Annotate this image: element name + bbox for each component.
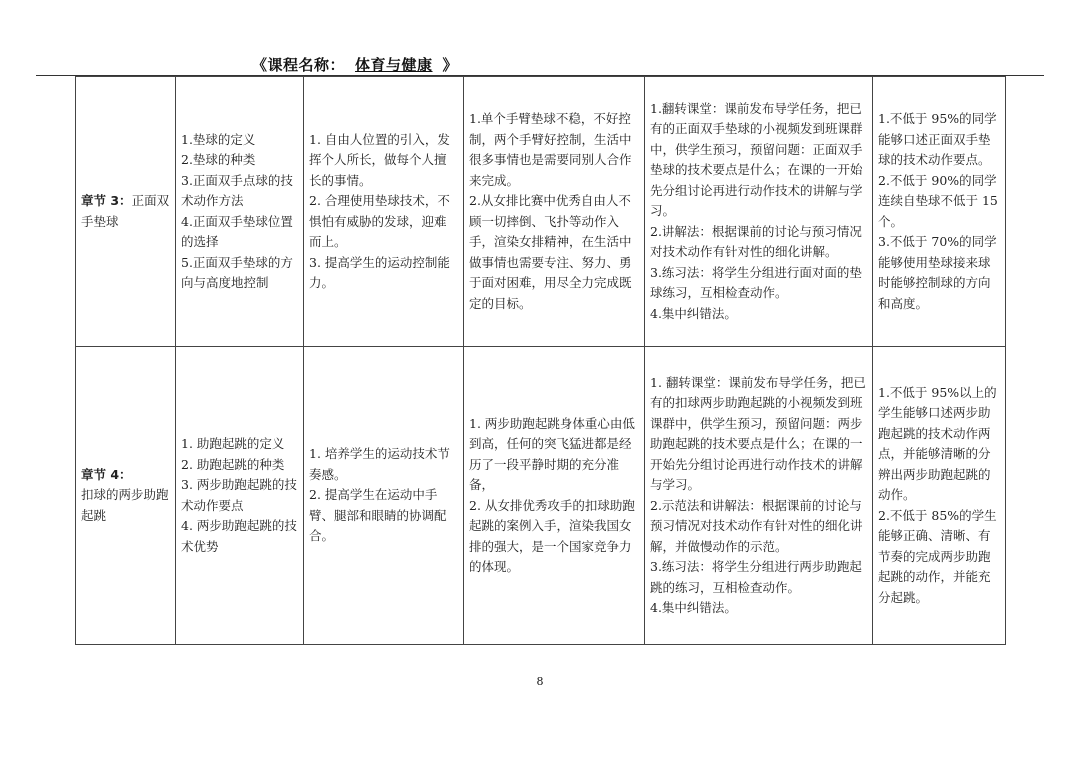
chapter-label: 章节 4： — [81, 466, 132, 482]
goal-item: 2. 提高学生在运动中手臂、腿部和眼睛的协调配合。 — [309, 487, 447, 544]
content-item: 5.正面双手垫球的方向与高度地控制 — [181, 254, 293, 290]
method-item: 2.讲解法：根据课前的讨论与预习情况对技术动作有针对性的细化讲解。 — [650, 223, 862, 260]
course-title — [252, 54, 458, 75]
course-name: 体育与健康 — [355, 56, 433, 74]
evaluation-item: 1.不低于 95%以上的学生能够口述两步助跑起跳的技术动作两点，并能够清晰的分辨出两步助跑起跳的动作。 — [878, 384, 997, 503]
content-item: 4.正面双手垫球位置的选择 — [181, 213, 293, 249]
chapter-cell — [76, 347, 176, 645]
chapter-title: 正面双手垫球 — [81, 193, 170, 229]
syllabus-table — [75, 76, 1006, 645]
method-cell — [645, 77, 873, 347]
goal-item: 2. 合理使用垫球技术，不惧怕有威胁的发球，迎难而上。 — [309, 193, 450, 249]
method-item: 4.集中纠错法。 — [650, 600, 737, 615]
goal-item: 1. 培养学生的运动技术节奏感。 — [309, 446, 450, 482]
evaluation-item: 3.不低于 70%的同学能够使用垫球接来球时能够控制球的方向和高度。 — [878, 234, 997, 311]
ideology-item: 2. 从女排优秀攻手的扣球助跑起跳的案例入手，渲染我国女排的强大，是一个国家竞争力的体现。 — [469, 497, 635, 574]
content-item: 1. 助跑起跳的定义 — [181, 436, 285, 451]
course-title-prefix: 《课程名称： — [252, 56, 346, 74]
chapter-cell — [76, 77, 176, 347]
goal-cell — [304, 347, 464, 645]
ideology-item: 2.从女排比赛中优秀自由人不顾一切摔倒、飞扑等动作入手，渲染女排精神，在生活中做事情也需要专注、努力、勇于面对困难，用尽全力完成既定的目标。 — [469, 193, 632, 311]
method-item: 4.集中纠错法。 — [650, 305, 737, 321]
table-row — [76, 347, 1006, 645]
method-cell — [645, 347, 873, 645]
course-title-suffix: 》 — [442, 56, 459, 74]
goal-cell — [304, 77, 464, 347]
content-item: 1.垫球的定义 — [181, 131, 256, 147]
method-item: 2.示范法和讲解法：根据课前的讨论与预习情况对技术动作有针对性的细化讲解，并做慢动作的示范。 — [650, 497, 863, 554]
content-item: 3.正面双手点球的技术动作方法 — [181, 172, 293, 208]
method-item: 3.练习法：将学生分组进行面对面的垫球练习，互相检查动作。 — [650, 264, 862, 301]
evaluation-item: 2.不低于 85%的学生能够正确、清晰、有节奏的完成两步助跑起跳的动作，并能充分起跳。 — [878, 507, 997, 605]
content-item: 2.垫球的种类 — [181, 152, 256, 167]
ideology-cell — [464, 347, 645, 645]
ideology-cell — [464, 77, 645, 347]
content-cell — [176, 347, 304, 645]
table-row — [76, 77, 1006, 347]
ideology-item: 1.单个手臂垫球不稳，不好控制，两个手臂好控制，生活中很多事情也是需要同别人合作来完成。 — [469, 111, 632, 188]
chapter-label: 章节 3： — [81, 193, 132, 208]
page-number: 8 — [536, 675, 544, 688]
evaluation-item: 1.不低于 95%的同学能够口述正面双手垫球的技术动作要点。 — [878, 111, 997, 167]
goal-item: 1. 自由人位置的引入，发挥个人所长，做每个人擅长的事情。 — [309, 131, 450, 188]
content-item: 3. 两步助跑起跳的技术动作要点 — [181, 477, 297, 513]
content-item: 4. 两步助跑起跳的技术优势 — [181, 518, 297, 554]
method-item: 3.练习法：将学生分组进行两步助跑起跳的练习，互相检查动作。 — [650, 559, 862, 595]
chapter-title: 扣球的两步助跑起跳 — [81, 487, 169, 523]
content-cell — [176, 77, 304, 347]
evaluation-item: 2.不低于 90%的同学连续自垫球不低于 15 个。 — [878, 172, 998, 229]
goal-item: 3. 提高学生的运动控制能力。 — [309, 254, 450, 290]
method-item: 1.翻转课堂：课前发布导学任务，把已有的正面双手垫球的小视频发到班课群中，供学生预习，预留问题：正面双手垫球的技术要点是什么；在课的一开始先分组讨论再进行动作技术的讲解与学习。 — [650, 100, 863, 219]
method-item: 1. 翻转课堂：课前发布导学任务，把已有的扣球两步助跑起跳的小视频发到班课群中，供学生预习，预留问题：两步助跑起跳的技术要点是什么；在课的一开始先分组讨论再进行动作技术的讲解与学习。 — [650, 374, 866, 492]
content-item: 2. 助跑起跳的种类 — [181, 456, 285, 472]
evaluation-cell — [873, 347, 1006, 645]
ideology-item: 1. 两步助跑起跳身体重心由低到高，任何的突飞猛进都是经历了一段平静时期的充分准备， — [469, 415, 635, 492]
evaluation-cell — [873, 77, 1006, 347]
